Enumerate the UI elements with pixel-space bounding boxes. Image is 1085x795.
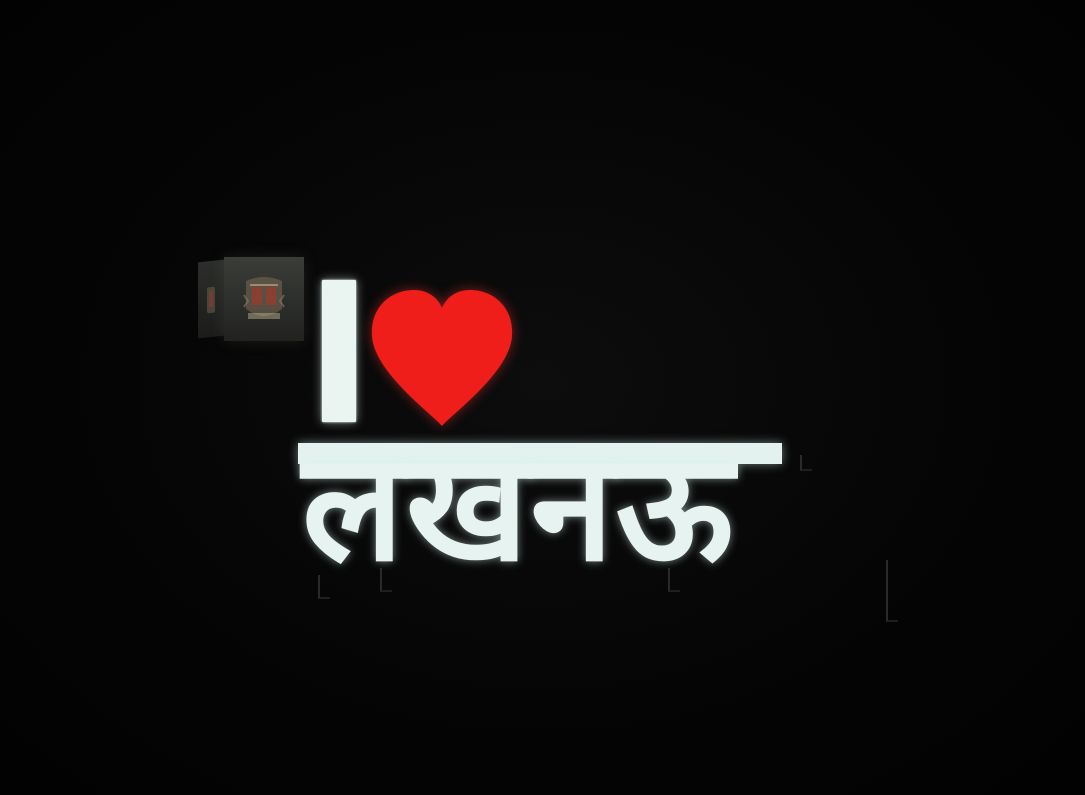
emblem-side-icon bbox=[204, 282, 218, 319]
emblem-icon bbox=[240, 271, 288, 327]
lamp-box bbox=[198, 257, 304, 341]
mount-bracket bbox=[668, 568, 680, 592]
lamp-box-front bbox=[224, 257, 304, 341]
letter-i bbox=[322, 280, 356, 422]
mount-bracket bbox=[886, 560, 898, 622]
city-name-word: लखनऊ bbox=[302, 421, 736, 595]
mount-bracket bbox=[800, 455, 812, 471]
heart-icon bbox=[362, 286, 522, 432]
mount-bracket bbox=[380, 568, 392, 592]
mount-bracket bbox=[318, 575, 330, 599]
lamp-box-side bbox=[198, 260, 224, 339]
letter-i-text bbox=[322, 280, 323, 281]
